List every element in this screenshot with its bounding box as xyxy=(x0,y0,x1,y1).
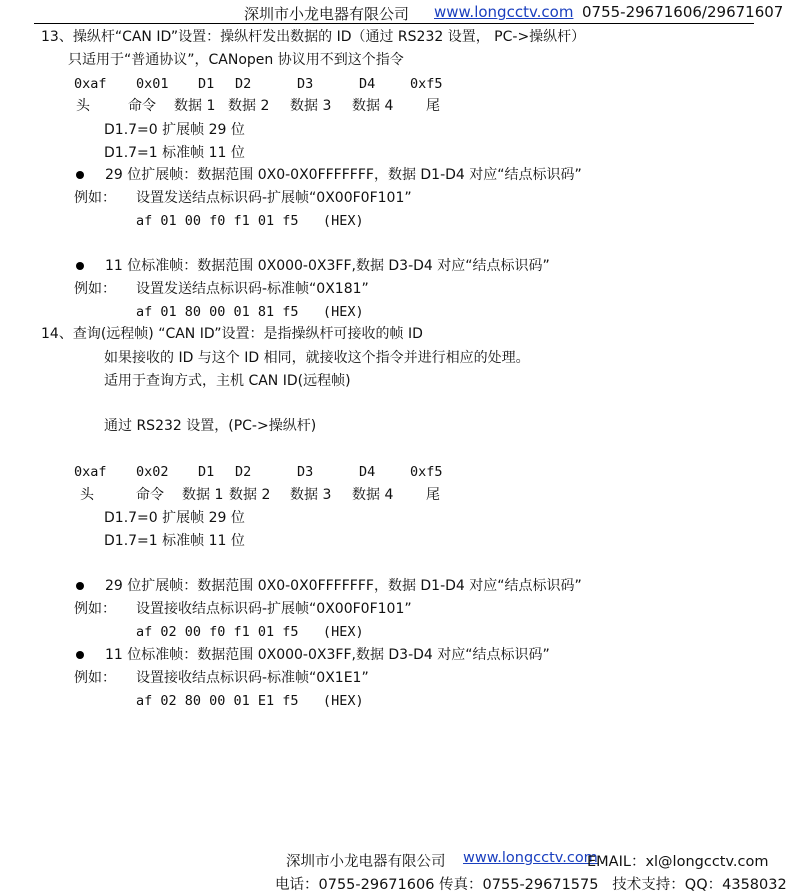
bullet-icon xyxy=(76,171,84,179)
section13-ext-example-text: 设置发送结点标识码-扩展帧“0X00F0F101” xyxy=(136,190,412,206)
bullet-icon xyxy=(76,582,84,590)
byte-name-cell: 数据 4 xyxy=(352,98,394,114)
byte-cell: D2 xyxy=(235,464,252,480)
section14-std-example-text: 设置接收结点标识码-标准帧“0X1E1” xyxy=(136,670,369,686)
section14-d17-one: D1.7=1 标准帧 11 位 xyxy=(104,533,245,549)
footer-contact-line: 电话：0755-29671606 传真：0755-29671575 技术支持：QQ：4358032 xyxy=(275,877,787,893)
byte-cell: D1 xyxy=(198,464,215,480)
byte-cell: D3 xyxy=(297,76,314,92)
byte-cell: D1 xyxy=(198,76,215,92)
header-company: 深圳市小龙电器有限公司 xyxy=(244,5,410,23)
byte-cell: D4 xyxy=(359,76,376,92)
section14-ext-bullet: 29 位扩展帧：数据范围 0X0-0X0FFFFFFF，数据 D1-D4 对应“结点标识码” xyxy=(105,578,582,594)
section14-ext-hex: af 02 00 f0 f1 01 f5 (HEX) xyxy=(136,624,364,640)
footer-company: 深圳市小龙电器有限公司 xyxy=(286,854,446,870)
byte-name-cell: 数据 3 xyxy=(290,487,332,503)
byte-cell: 0xf5 xyxy=(410,464,443,480)
byte-cell: 0xf5 xyxy=(410,76,443,92)
page-header xyxy=(0,0,800,26)
byte-cell: D3 xyxy=(297,464,314,480)
section14-title: 14、查询(远程帧) “CAN ID”设置：是指操纵杆可接收的帧 ID xyxy=(41,326,423,342)
byte-cell: 0xaf xyxy=(74,76,107,92)
section14-line3: 通过 RS232 设置，(PC->操纵杆) xyxy=(104,418,317,434)
footer-email: EMAIL：xl@longcctv.com xyxy=(587,854,769,870)
byte-cell: 0x01 xyxy=(136,76,169,92)
section13-std-example-text: 设置发送结点标识码-标准帧“0X181” xyxy=(136,281,369,297)
section13-std-bullet: 11 位标准帧：数据范围 0X000-0X3FF,数据 D3-D4 对应“结点标识码” xyxy=(105,258,550,274)
section14-d17-zero: D1.7=0 扩展帧 29 位 xyxy=(104,510,245,526)
section13-std-hex: af 01 80 00 01 81 f5 (HEX) xyxy=(136,304,364,320)
section14-std-hex: af 02 80 00 01 E1 f5 (HEX) xyxy=(136,693,364,709)
section14-line1: 如果接收的 ID 与这个 ID 相同，就接收这个指令并进行相应的处理。 xyxy=(104,350,530,366)
byte-name-cell: 头 xyxy=(80,487,94,503)
header-website-link[interactable]: www.longcctv.com xyxy=(434,3,574,21)
byte-name-cell: 命令 xyxy=(136,487,164,503)
section13-d17-zero: D1.7=0 扩展帧 29 位 xyxy=(104,122,245,138)
byte-cell: D4 xyxy=(359,464,376,480)
bullet-icon xyxy=(76,262,84,270)
byte-name-cell: 尾 xyxy=(426,487,440,503)
byte-name-cell: 尾 xyxy=(426,98,440,114)
byte-name-cell: 数据 1 xyxy=(174,98,216,114)
section13-ext-hex: af 01 00 f0 f1 01 f5 (HEX) xyxy=(136,213,364,229)
byte-name-cell: 数据 2 xyxy=(228,98,270,114)
section13-title: 13、操纵杆“CAN ID”设置：操纵杆发出数据的 ID（通过 RS232 设置， PC->操纵杆） xyxy=(41,29,586,45)
byte-name-cell: 数据 2 xyxy=(229,487,271,503)
section13-std-example-label: 例如： xyxy=(74,281,116,297)
section14-ext-example-text: 设置接收结点标识码-扩展帧“0X00F0F101” xyxy=(136,601,412,617)
page-footer xyxy=(0,840,800,894)
section13-d17-one: D1.7=1 标准帧 11 位 xyxy=(104,145,245,161)
header-divider xyxy=(34,23,754,24)
section14-std-example-label: 例如： xyxy=(74,670,116,686)
section14-std-bullet: 11 位标准帧：数据范围 0X000-0X3FF,数据 D3-D4 对应“结点标识码” xyxy=(105,647,550,663)
byte-name-cell: 头 xyxy=(76,98,90,114)
byte-cell: 0xaf xyxy=(74,464,107,480)
section14-ext-example-label: 例如： xyxy=(74,601,116,617)
section13-note: 只适用于“普通协议”，CANopen 协议用不到这个指令 xyxy=(68,52,404,68)
byte-cell: D2 xyxy=(235,76,252,92)
header-phone: 0755-29671606/29671607 xyxy=(582,3,784,21)
footer-website-link[interactable]: www.longcctv.com xyxy=(463,850,598,866)
section13-ext-bullet: 29 位扩展帧：数据范围 0X0-0X0FFFFFFF，数据 D1-D4 对应“结点标识码” xyxy=(105,167,582,183)
section14-line2: 适用于查询方式，主机 CAN ID(远程帧) xyxy=(104,373,351,389)
section13-ext-example-label: 例如： xyxy=(74,190,116,206)
byte-name-cell: 命令 xyxy=(128,98,156,114)
byte-name-cell: 数据 3 xyxy=(290,98,332,114)
bullet-icon xyxy=(76,651,84,659)
byte-name-cell: 数据 1 xyxy=(182,487,224,503)
byte-name-cell: 数据 4 xyxy=(352,487,394,503)
byte-cell: 0x02 xyxy=(136,464,169,480)
